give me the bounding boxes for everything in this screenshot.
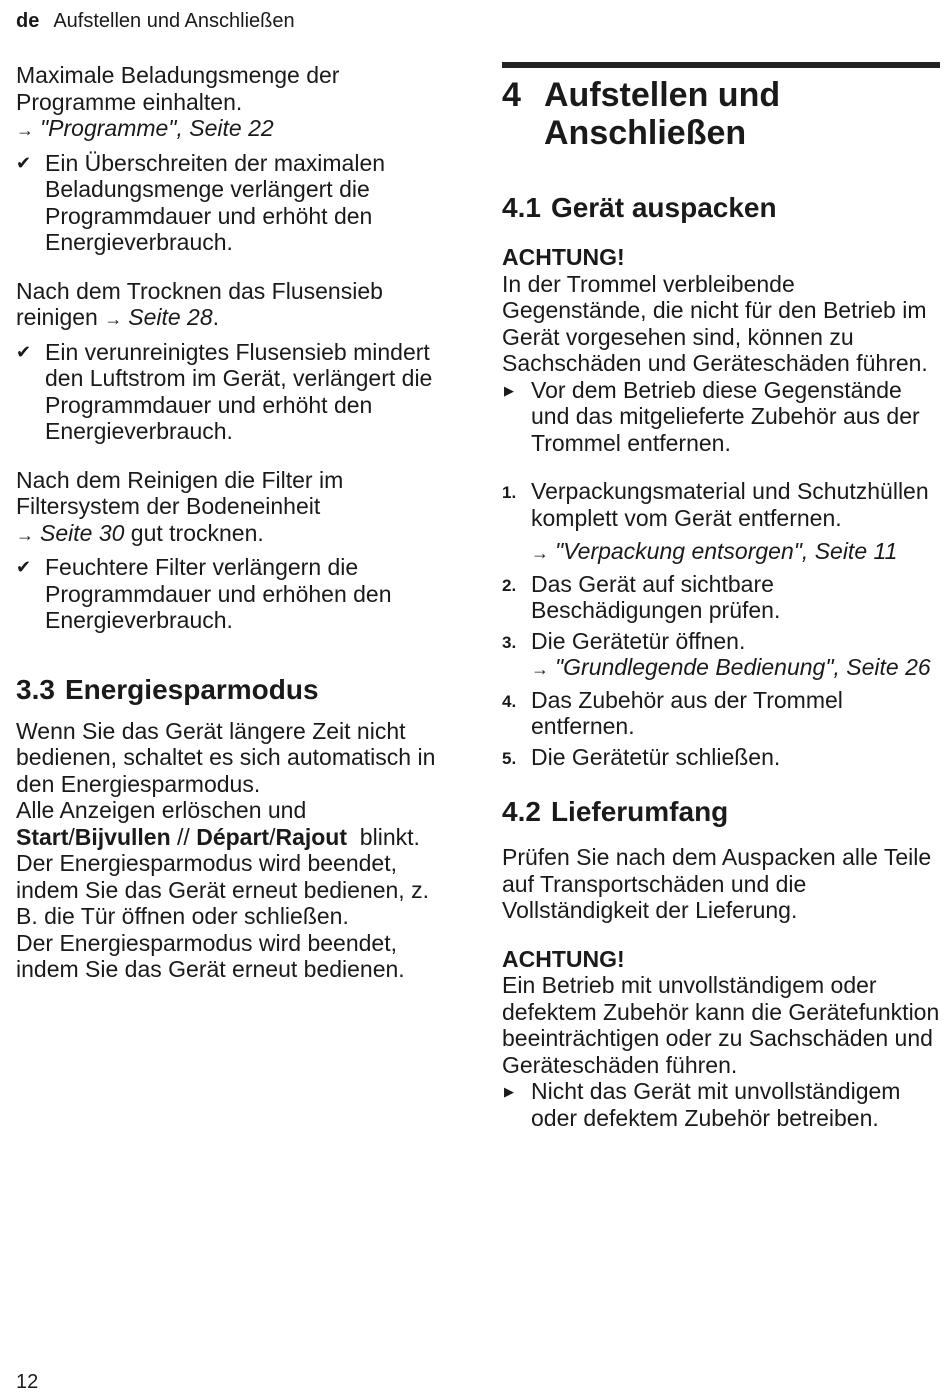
warning-label: ACHTUNG! [502, 945, 625, 972]
arrow-icon: → [531, 543, 549, 563]
button-label-rajout: Rajout [275, 823, 348, 850]
triangle-bullet-icon: ▶ [504, 382, 514, 398]
language-code: de [16, 10, 40, 32]
body-text: Der Energiesparmodus wird beendet, indem Sie das Gerät erneut bedienen, z. B. die Tür öffnen oder schließen. [16, 850, 429, 929]
step-number: 3. [502, 632, 517, 652]
step-item [502, 744, 940, 771]
button-label-bijvullen: Bijvullen [74, 823, 171, 850]
steps-list [502, 478, 940, 770]
checkmark-icon: ✔ [16, 341, 32, 362]
result-text: Feuchtere Filter verlängern die Programmdauer und erhöhen den Energieverbrauch. [45, 554, 392, 633]
step-number: 1. [502, 483, 517, 502]
arrow-icon: → [16, 524, 34, 545]
button-label-start: Start [16, 823, 69, 850]
cross-reference[interactable]: → Seite 28 [104, 304, 213, 330]
warning-text: In der Trommel verbleibende Gegenstände, die nicht für den Betrieb im Gerät vorgesehen sind, können zu Sachschäden und Geräteschäden führen. [502, 270, 928, 376]
arrow-icon: → [16, 120, 34, 140]
cross-reference[interactable]: → "Programme", Seite 22 [16, 115, 274, 141]
step-number: 2. [502, 575, 517, 595]
right-column [502, 62, 940, 1131]
instruction-lint-filter: Nach dem Trocknen das Flusensieb reinigen → Seite 28. [16, 277, 383, 330]
body-text: Prüfen Sie nach dem Auspacken alle Teile auf Transportschäden und die Vollständigkeit der Lieferung. [502, 844, 932, 923]
instruction-filters: Nach dem Reinigen die Filter im Filtersystem der Bodeneinheit → Seite 30 gut trocknen. [16, 467, 456, 549]
step-number: 4. [502, 691, 517, 711]
checkmark-icon: ✔ [16, 557, 32, 577]
warning-label: ACHTUNG! [502, 244, 625, 270]
result-note [16, 150, 456, 256]
warning-action: ▶ Vor dem Betrieb diese Gegenstände und das mitgelieferte Zubehör aus der Trommel entfernen. [504, 376, 920, 456]
page-header [16, 9, 295, 33]
step-text: Verpackungsmaterial und Schutzhüllen komplett vom Gerät entfernen. [531, 478, 929, 531]
step-text: Die Gerätetür schließen. [531, 743, 781, 770]
warning-text: Ein Betrieb mit unvollständigem oder defektem Zubehör kann die Gerätefunktion beeinträchtigen oder zu Sachschäden und Geräteschäden führen. [502, 972, 940, 1078]
step-item [502, 687, 940, 740]
cross-reference[interactable]: → "Grundlegende Bedienung", Seite 26 [531, 654, 931, 680]
chapter-heading: 4 Aufstellen und Anschließen [502, 76, 781, 152]
result-text: Ein Überschreiten der maximalen Beladungsmenge verlängert die Programmdauer und erhöht den Energieverbrauch. [45, 149, 386, 255]
step-item [502, 571, 940, 624]
step-text: Die Gerätetür öffnen. [531, 627, 746, 654]
result-note [16, 554, 456, 634]
result-note [16, 339, 456, 445]
step-text: Das Gerät auf sichtbare Beschädigungen prüfen. [531, 570, 781, 623]
chapter-rule [502, 62, 940, 68]
step-item [502, 478, 940, 567]
instruction-text: Maximale Beladungsmenge der Programme einhalten. [16, 62, 340, 115]
section-heading: 4.2 Lieferumfang [502, 796, 729, 827]
cross-reference[interactable]: → Seite 30 [16, 519, 125, 546]
triangle-bullet-icon: ▶ [504, 1084, 514, 1099]
checkmark-icon: ✔ [16, 152, 32, 173]
warning-action: ▶ Nicht das Gerät mit unvollständigem oder defektem Zubehör betreiben. [504, 1078, 901, 1131]
step-item [502, 628, 940, 683]
step-number: 5. [502, 748, 517, 768]
body-text: Wenn Sie das Gerät längere Zeit nicht bedienen, schaltet es sich automatisch in den Energiesparmodus. [16, 717, 436, 797]
result-text: Ein verunreinigtes Flusensieb mindert den Luftstrom im Gerät, verlängert die Programmdauer und erhöht den Energieverbrauch. [45, 338, 433, 444]
left-column [16, 62, 456, 983]
body-text: Alle Anzeigen erlöschen und Start/Bijvullen // Départ/Rajout blinkt. [16, 797, 420, 850]
arrow-icon: → [104, 309, 123, 329]
body-text: Der Energiesparmodus wird beendet, indem Sie das Gerät erneut bedienen. [16, 929, 405, 982]
section-heading: 3.3 Energiesparmodus [16, 673, 319, 705]
header-title: Aufstellen und Anschließen [53, 10, 295, 32]
step-text: Das Zubehör aus der Trommel entfernen. [531, 686, 843, 739]
button-label-depart: Départ [196, 823, 270, 850]
cross-reference[interactable]: → "Verpackung entsorgen", Seite 11 [531, 538, 898, 564]
instruction-text: Nach dem Trocknen das Flusensieb reinigen [16, 277, 383, 330]
instruction-load [16, 62, 456, 144]
page-number: 12 [16, 1371, 39, 1393]
section-heading: 4.1 Gerät auspacken [502, 192, 777, 223]
instruction-text: Nach dem Reinigen die Filter im Filtersystem der Bodeneinheit [16, 466, 344, 519]
arrow-icon: → [531, 659, 549, 679]
